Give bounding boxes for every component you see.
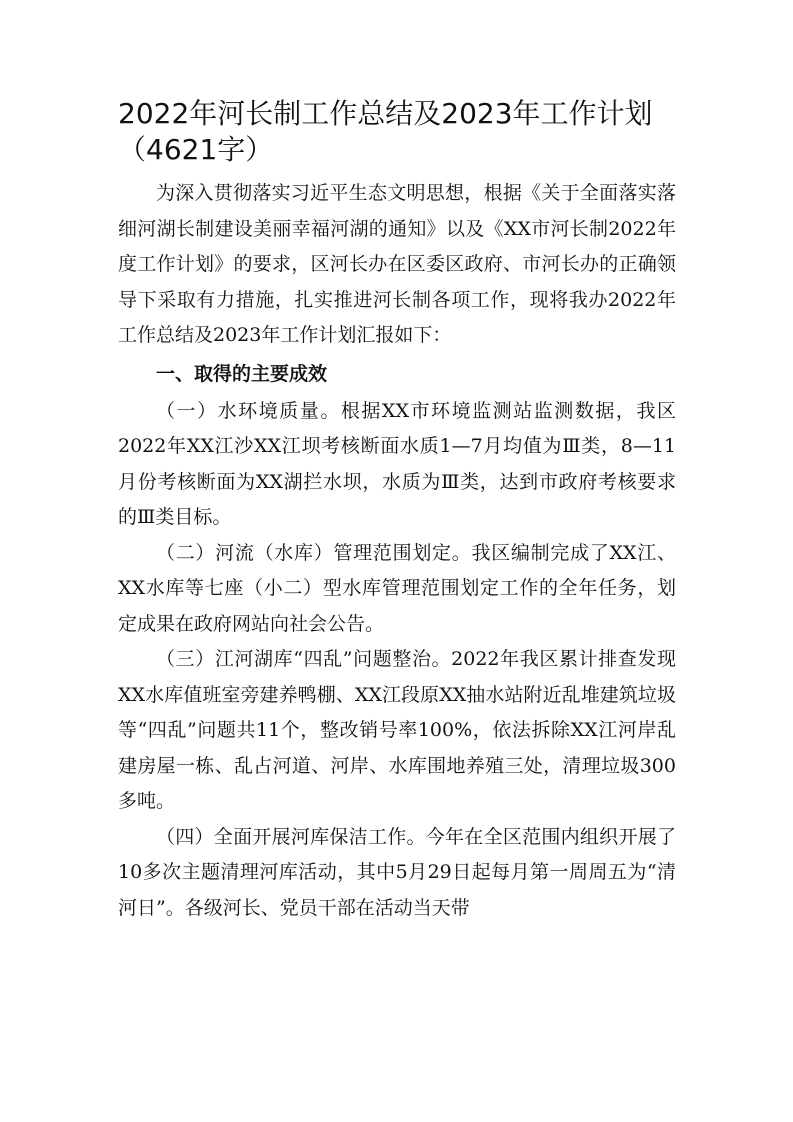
paragraph-four-chaos: （三）江河湖库“四乱”问题整治。2022年我区累计排查发现XX水库值班室旁建养鸭棚、XX江段原XX抽水站附近乱堆建筑垃圾等“四乱”问题共11个，整改销号率100%，依法拆除XX江河岸乱建房屋一栋、乱占河道、河岸、水库围地养殖三处，清理垃圾300多吨。 (118, 648, 676, 812)
paragraph-water-quality: （一）水环境质量。根据XX市环境监测站监测数据，我区2022年XX江沙XX江坝考核断面水质1—7月均值为Ⅲ类，8—11月份考核断面为XX湖拦水坝，水质为Ⅲ类，达到市政府考核要求的Ⅲ类目标。 (118, 399, 676, 528)
document-title: 2022年河长制工作总结及2023年工作计划（4621字） (118, 97, 653, 166)
paragraph-river-cleaning: （四）全面开展河库保洁工作。今年在全区范围内组织开展了10多次主题清理河库活动，其中5月29日起每月第一周周五为“清河日”。各级河长、党员干部在活动当天带 (118, 825, 676, 919)
document-body (118, 176, 676, 926)
intro-paragraph: 为深入贯彻落实习近平生态文明思想，根据《关于全面落实落细河湖长制建设美丽幸福河湖的通知》以及《XX市河长制2022年度工作计划》的要求，区河长办在区委区政府、市河长办的正确领导下采取有力措施，扎实推进河长制各项工作，现将我办2022年工作总结及2023年工作计划汇报如下： (118, 182, 676, 346)
paragraph-management-scope: （二）河流（水库）管理范围划定。我区编制完成了XX江、XX水库等七座（小二）型水库管理范围划定工作的全年任务，划定成果在政府网站向社会公告。 (118, 541, 676, 635)
section-heading: 一、取得的主要成效 (156, 362, 328, 385)
